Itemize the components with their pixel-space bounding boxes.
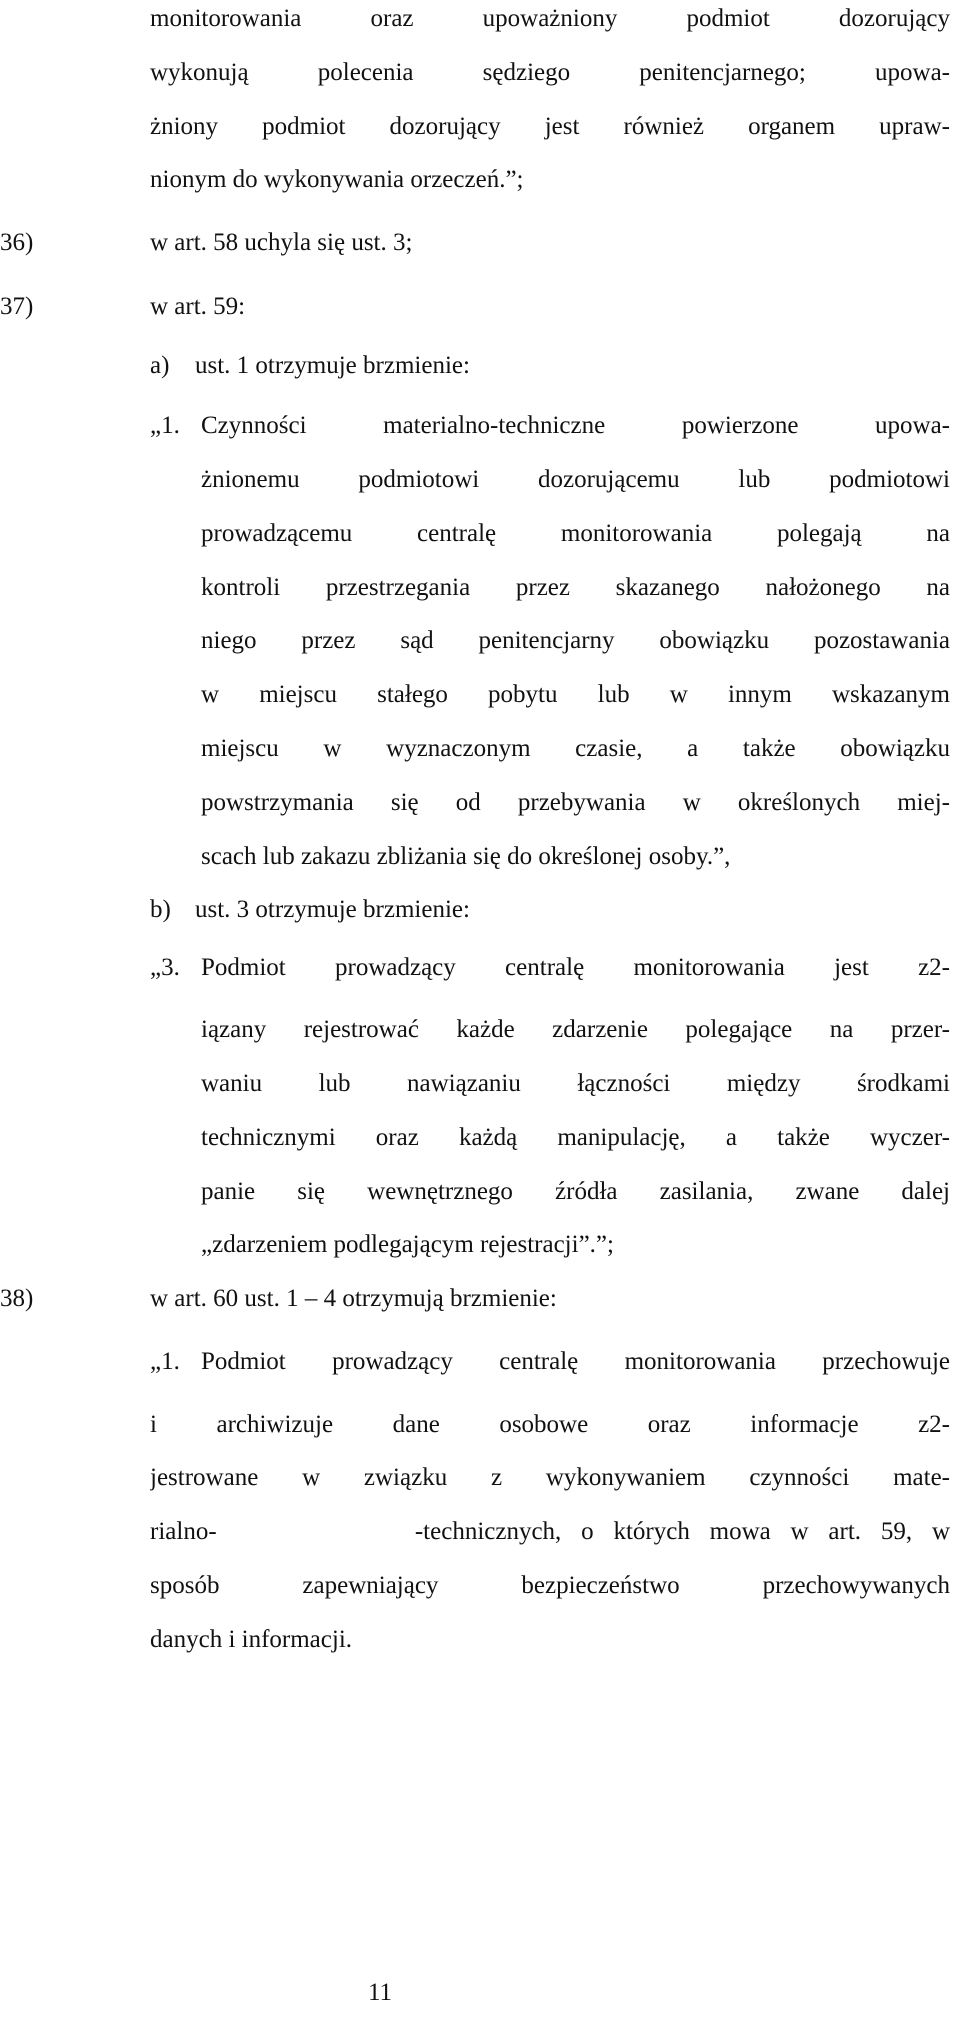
text-line: Czynności materialno-techniczne powierzone upowa- <box>201 412 950 439</box>
text-line: i archiwizuje dane osobowe oraz informacje z2- <box>150 1411 950 1438</box>
item-text: w art. 59: <box>150 293 246 320</box>
text-line: danych i informacji. <box>150 1626 353 1653</box>
text-line: monitorowania oraz upoważniony podmiot dozorujący <box>150 5 950 32</box>
text-line: Podmiot prowadzący centralę monitorowania jest z2- <box>201 954 950 981</box>
text-line: żnionemu podmiotowi dozorującemu lub podmiotowi <box>201 466 950 493</box>
text-line: rialno- -technicznych, o których mowa w art. 59, w <box>150 1518 950 1545</box>
text-line: panie się wewnętrznego źródła zasilania, zwane dalej <box>201 1178 950 1205</box>
text-line: jestrowane w związku z wykonywaniem czynności mate- <box>150 1464 950 1491</box>
quote-label: „1. <box>150 412 180 439</box>
letter-label: a) <box>150 352 170 379</box>
text-line: nionym do wykonywania orzeczeń.”; <box>150 166 524 193</box>
quote-label: „3. <box>150 954 180 981</box>
text-line: wykonują polecenia sędziego penitencjarnego; upowa- <box>150 59 950 86</box>
letter-text: ust. 3 otrzymuje brzmienie: <box>195 896 470 923</box>
text-line: waniu lub nawiązaniu łączności między środkami <box>201 1070 950 1097</box>
text-line: niego przez sąd penitencjarny obowiązku pozostawania <box>201 627 950 654</box>
text-line: kontroli przestrzegania przez skazanego nałożonego na <box>201 574 950 601</box>
text-line: iązany rejestrować każde zdarzenie polegające na przer- <box>201 1016 950 1043</box>
text-line: sposób zapewniający bezpieczeństwo przechowywanych <box>150 1572 950 1599</box>
text-line: Podmiot prowadzący centralę monitorowania przechowuje <box>201 1348 950 1375</box>
text-line: scach lub zakazu zbliżania się do określonej osoby.”, <box>201 843 731 870</box>
text-line: w miejscu stałego pobytu lub w innym wskazanym <box>201 681 950 708</box>
text-line: miejscu w wyznaczonym czasie, a także obowiązku <box>201 735 950 762</box>
letter-label: b) <box>150 896 171 923</box>
text-line: żniony podmiot dozorujący jest również organem upraw- <box>150 113 950 140</box>
item-number: 37) <box>0 293 34 320</box>
item-number: 36) <box>0 229 34 256</box>
text-line: prowadzącemu centralę monitorowania polegają na <box>201 520 950 547</box>
item-text: w art. 60 ust. 1 – 4 otrzymują brzmienie: <box>150 1285 557 1312</box>
item-number: 38) <box>0 1285 34 1312</box>
text-line: powstrzymania się od przebywania w określonych miej- <box>201 789 950 816</box>
letter-text: ust. 1 otrzymuje brzmienie: <box>195 352 470 379</box>
quote-label: „1. <box>150 1348 180 1375</box>
page-number: 11 <box>367 1979 393 2006</box>
item-text: w art. 58 uchyla się ust. 3; <box>150 229 413 256</box>
text-line: technicznymi oraz każdą manipulację, a także wyczer- <box>201 1124 950 1151</box>
text-line: „zdarzeniem podlegającym rejestracji”.”; <box>201 1231 614 1258</box>
